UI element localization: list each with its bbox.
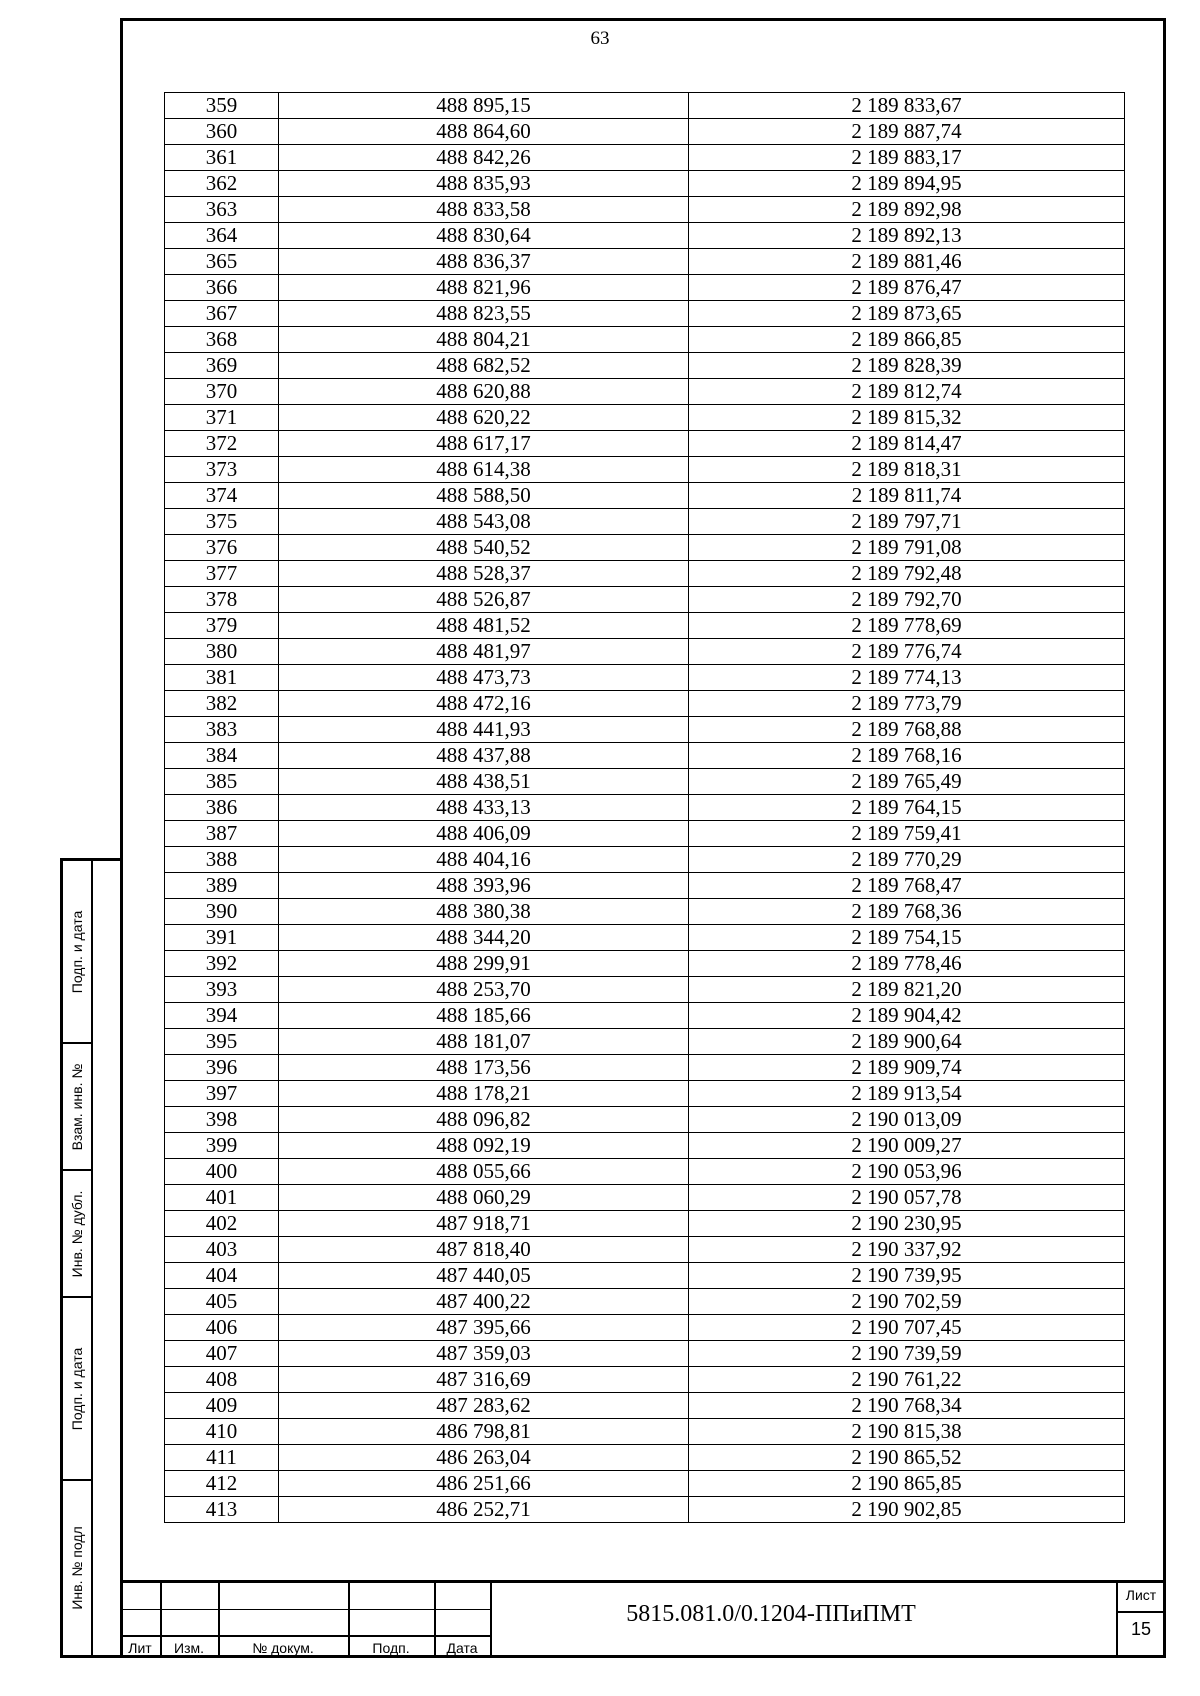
table-row bbox=[165, 743, 1125, 769]
point-number-cell: 385 bbox=[165, 769, 279, 795]
point-number-cell: 393 bbox=[165, 977, 279, 1003]
point-number-cell: 391 bbox=[165, 925, 279, 951]
y-coordinate-cell: 2 190 057,78 bbox=[689, 1185, 1125, 1211]
coordinates-table bbox=[164, 92, 1125, 1523]
x-coordinate-cell: 488 299,91 bbox=[279, 951, 689, 977]
y-coordinate-cell: 2 189 768,47 bbox=[689, 873, 1125, 899]
x-coordinate-cell: 488 092,19 bbox=[279, 1133, 689, 1159]
point-number-cell: 388 bbox=[165, 847, 279, 873]
label-doc-number: № докум. bbox=[252, 1640, 314, 1656]
x-coordinate-cell: 488 393,96 bbox=[279, 873, 689, 899]
point-number-cell: 396 bbox=[165, 1055, 279, 1081]
sheet-number: 15 bbox=[1130, 1619, 1152, 1639]
table-row bbox=[165, 951, 1125, 977]
y-coordinate-cell: 2 189 887,74 bbox=[689, 119, 1125, 145]
table-row bbox=[165, 1185, 1125, 1211]
x-coordinate-cell: 488 473,73 bbox=[279, 665, 689, 691]
table-row bbox=[165, 301, 1125, 327]
tb-row-line bbox=[1116, 1611, 1166, 1613]
table-row bbox=[165, 1159, 1125, 1185]
y-coordinate-cell: 2 190 865,52 bbox=[689, 1445, 1125, 1471]
table-row bbox=[165, 1315, 1125, 1341]
y-coordinate-cell: 2 189 866,85 bbox=[689, 327, 1125, 353]
point-number-cell: 359 bbox=[165, 93, 279, 119]
x-coordinate-cell: 486 798,81 bbox=[279, 1419, 689, 1445]
y-coordinate-cell: 2 189 883,17 bbox=[689, 145, 1125, 171]
table-row bbox=[165, 1133, 1125, 1159]
point-number-cell: 389 bbox=[165, 873, 279, 899]
point-number-cell: 382 bbox=[165, 691, 279, 717]
x-coordinate-cell: 488 438,51 bbox=[279, 769, 689, 795]
x-coordinate-cell: 487 440,05 bbox=[279, 1263, 689, 1289]
point-number-cell: 379 bbox=[165, 613, 279, 639]
table-row bbox=[165, 431, 1125, 457]
table-row bbox=[165, 1471, 1125, 1497]
point-number-cell: 375 bbox=[165, 509, 279, 535]
x-coordinate-cell: 486 252,71 bbox=[279, 1497, 689, 1523]
y-coordinate-cell: 2 189 811,74 bbox=[689, 483, 1125, 509]
table-row bbox=[165, 1445, 1125, 1471]
point-number-cell: 395 bbox=[165, 1029, 279, 1055]
table-row bbox=[165, 535, 1125, 561]
x-coordinate-cell: 488 253,70 bbox=[279, 977, 689, 1003]
point-number-cell: 363 bbox=[165, 197, 279, 223]
x-coordinate-cell: 488 895,15 bbox=[279, 93, 689, 119]
table-row bbox=[165, 587, 1125, 613]
point-number-cell: 370 bbox=[165, 379, 279, 405]
y-coordinate-cell: 2 189 894,95 bbox=[689, 171, 1125, 197]
x-coordinate-cell: 488 481,52 bbox=[279, 613, 689, 639]
coordinates-table-body bbox=[165, 93, 1125, 1523]
side-label-duplicate-inv: Инв. № дубл. bbox=[69, 1190, 85, 1277]
point-number-cell: 369 bbox=[165, 353, 279, 379]
y-coordinate-cell: 2 190 761,22 bbox=[689, 1367, 1125, 1393]
x-coordinate-cell: 488 821,96 bbox=[279, 275, 689, 301]
side-label-sign-date-1: Подп. и дата bbox=[69, 910, 85, 993]
table-row bbox=[165, 769, 1125, 795]
point-number-cell: 387 bbox=[165, 821, 279, 847]
x-coordinate-cell: 488 178,21 bbox=[279, 1081, 689, 1107]
x-coordinate-cell: 487 316,69 bbox=[279, 1367, 689, 1393]
point-number-cell: 399 bbox=[165, 1133, 279, 1159]
point-number-cell: 378 bbox=[165, 587, 279, 613]
x-coordinate-cell: 488 588,50 bbox=[279, 483, 689, 509]
point-number-cell: 410 bbox=[165, 1419, 279, 1445]
point-number-cell: 364 bbox=[165, 223, 279, 249]
point-number-cell: 397 bbox=[165, 1081, 279, 1107]
y-coordinate-cell: 2 189 768,88 bbox=[689, 717, 1125, 743]
x-coordinate-cell: 488 543,08 bbox=[279, 509, 689, 535]
table-row bbox=[165, 1237, 1125, 1263]
point-number-cell: 381 bbox=[165, 665, 279, 691]
y-coordinate-cell: 2 189 814,47 bbox=[689, 431, 1125, 457]
y-coordinate-cell: 2 189 821,20 bbox=[689, 977, 1125, 1003]
table-row bbox=[165, 405, 1125, 431]
table-row bbox=[165, 1367, 1125, 1393]
x-coordinate-cell: 488 864,60 bbox=[279, 119, 689, 145]
point-number-cell: 380 bbox=[165, 639, 279, 665]
point-number-cell: 367 bbox=[165, 301, 279, 327]
y-coordinate-cell: 2 189 792,70 bbox=[689, 587, 1125, 613]
y-coordinate-cell: 2 189 768,36 bbox=[689, 899, 1125, 925]
label-lit: Лит bbox=[128, 1640, 152, 1656]
x-coordinate-cell: 488 830,64 bbox=[279, 223, 689, 249]
sheet-label: Лист bbox=[1125, 1587, 1157, 1603]
x-coordinate-cell: 488 836,37 bbox=[279, 249, 689, 275]
x-coordinate-cell: 486 251,66 bbox=[279, 1471, 689, 1497]
x-coordinate-cell: 488 614,38 bbox=[279, 457, 689, 483]
x-coordinate-cell: 488 620,22 bbox=[279, 405, 689, 431]
y-coordinate-cell: 2 189 792,48 bbox=[689, 561, 1125, 587]
x-coordinate-cell: 488 404,16 bbox=[279, 847, 689, 873]
x-coordinate-cell: 486 263,04 bbox=[279, 1445, 689, 1471]
table-row bbox=[165, 483, 1125, 509]
y-coordinate-cell: 2 190 707,45 bbox=[689, 1315, 1125, 1341]
y-coordinate-cell: 2 189 778,46 bbox=[689, 951, 1125, 977]
y-coordinate-cell: 2 190 739,95 bbox=[689, 1263, 1125, 1289]
x-coordinate-cell: 488 540,52 bbox=[279, 535, 689, 561]
table-row bbox=[165, 847, 1125, 873]
x-coordinate-cell: 487 918,71 bbox=[279, 1211, 689, 1237]
point-number-cell: 405 bbox=[165, 1289, 279, 1315]
y-coordinate-cell: 2 189 815,32 bbox=[689, 405, 1125, 431]
table-row bbox=[165, 145, 1125, 171]
point-number-cell: 374 bbox=[165, 483, 279, 509]
y-coordinate-cell: 2 189 797,71 bbox=[689, 509, 1125, 535]
x-coordinate-cell: 487 359,03 bbox=[279, 1341, 689, 1367]
side-cell-original-inv bbox=[63, 1481, 91, 1655]
x-coordinate-cell: 488 185,66 bbox=[279, 1003, 689, 1029]
y-coordinate-cell: 2 189 909,74 bbox=[689, 1055, 1125, 1081]
x-coordinate-cell: 487 283,62 bbox=[279, 1393, 689, 1419]
table-row bbox=[165, 171, 1125, 197]
x-coordinate-cell: 488 173,56 bbox=[279, 1055, 689, 1081]
y-coordinate-cell: 2 189 776,74 bbox=[689, 639, 1125, 665]
table-row bbox=[165, 1263, 1125, 1289]
table-row bbox=[165, 379, 1125, 405]
x-coordinate-cell: 488 620,88 bbox=[279, 379, 689, 405]
table-row bbox=[165, 249, 1125, 275]
y-coordinate-cell: 2 189 873,65 bbox=[689, 301, 1125, 327]
point-number-cell: 376 bbox=[165, 535, 279, 561]
x-coordinate-cell: 488 835,93 bbox=[279, 171, 689, 197]
table-row bbox=[165, 1419, 1125, 1445]
table-row bbox=[165, 691, 1125, 717]
x-coordinate-cell: 488 441,93 bbox=[279, 717, 689, 743]
y-coordinate-cell: 2 189 828,39 bbox=[689, 353, 1125, 379]
table-row bbox=[165, 925, 1125, 951]
y-coordinate-cell: 2 189 818,31 bbox=[689, 457, 1125, 483]
side-stamp-strip bbox=[60, 858, 120, 1658]
table-row bbox=[165, 1003, 1125, 1029]
point-number-cell: 362 bbox=[165, 171, 279, 197]
table-row bbox=[165, 457, 1125, 483]
table-row bbox=[165, 795, 1125, 821]
y-coordinate-cell: 2 190 768,34 bbox=[689, 1393, 1125, 1419]
x-coordinate-cell: 488 617,17 bbox=[279, 431, 689, 457]
point-number-cell: 383 bbox=[165, 717, 279, 743]
y-coordinate-cell: 2 190 009,27 bbox=[689, 1133, 1125, 1159]
y-coordinate-cell: 2 189 764,15 bbox=[689, 795, 1125, 821]
y-coordinate-cell: 2 190 902,85 bbox=[689, 1497, 1125, 1523]
y-coordinate-cell: 2 189 833,67 bbox=[689, 93, 1125, 119]
y-coordinate-cell: 2 189 812,74 bbox=[689, 379, 1125, 405]
y-coordinate-cell: 2 189 892,13 bbox=[689, 223, 1125, 249]
x-coordinate-cell: 488 060,29 bbox=[279, 1185, 689, 1211]
point-number-cell: 373 bbox=[165, 457, 279, 483]
table-row bbox=[165, 613, 1125, 639]
point-number-cell: 404 bbox=[165, 1263, 279, 1289]
label-date: Дата bbox=[446, 1640, 478, 1656]
y-coordinate-cell: 2 190 053,96 bbox=[689, 1159, 1125, 1185]
side-label-replacement-inv: Взам. инв. № bbox=[69, 1063, 85, 1150]
point-number-cell: 409 bbox=[165, 1393, 279, 1419]
title-block bbox=[120, 1580, 1166, 1658]
point-number-cell: 386 bbox=[165, 795, 279, 821]
table-row bbox=[165, 717, 1125, 743]
point-number-cell: 401 bbox=[165, 1185, 279, 1211]
x-coordinate-cell: 488 181,07 bbox=[279, 1029, 689, 1055]
y-coordinate-cell: 2 190 230,95 bbox=[689, 1211, 1125, 1237]
x-coordinate-cell: 488 406,09 bbox=[279, 821, 689, 847]
tb-row-line bbox=[120, 1635, 490, 1637]
point-number-cell: 402 bbox=[165, 1211, 279, 1237]
table-row bbox=[165, 1497, 1125, 1523]
table-row bbox=[165, 1289, 1125, 1315]
point-number-cell: 412 bbox=[165, 1471, 279, 1497]
side-cell-replacement-inv bbox=[63, 1044, 91, 1171]
point-number-cell: 411 bbox=[165, 1445, 279, 1471]
table-row bbox=[165, 1029, 1125, 1055]
y-coordinate-cell: 2 189 759,41 bbox=[689, 821, 1125, 847]
y-coordinate-cell: 2 190 815,38 bbox=[689, 1419, 1125, 1445]
point-number-cell: 413 bbox=[165, 1497, 279, 1523]
y-coordinate-cell: 2 189 900,64 bbox=[689, 1029, 1125, 1055]
x-coordinate-cell: 488 528,37 bbox=[279, 561, 689, 587]
y-coordinate-cell: 2 189 774,13 bbox=[689, 665, 1125, 691]
y-coordinate-cell: 2 189 881,46 bbox=[689, 249, 1125, 275]
y-coordinate-cell: 2 189 913,54 bbox=[689, 1081, 1125, 1107]
table-row bbox=[165, 275, 1125, 301]
page-number: 63 bbox=[590, 28, 610, 49]
x-coordinate-cell: 488 433,13 bbox=[279, 795, 689, 821]
y-coordinate-cell: 2 189 773,79 bbox=[689, 691, 1125, 717]
table-row bbox=[165, 93, 1125, 119]
table-row bbox=[165, 665, 1125, 691]
y-coordinate-cell: 2 189 791,08 bbox=[689, 535, 1125, 561]
table-row bbox=[165, 1107, 1125, 1133]
table-row bbox=[165, 119, 1125, 145]
point-number-cell: 394 bbox=[165, 1003, 279, 1029]
x-coordinate-cell: 488 096,82 bbox=[279, 1107, 689, 1133]
x-coordinate-cell: 487 818,40 bbox=[279, 1237, 689, 1263]
point-number-cell: 365 bbox=[165, 249, 279, 275]
side-cell-sign-date-2 bbox=[63, 1298, 91, 1481]
y-coordinate-cell: 2 189 768,16 bbox=[689, 743, 1125, 769]
table-row bbox=[165, 1081, 1125, 1107]
table-row bbox=[165, 561, 1125, 587]
x-coordinate-cell: 488 481,97 bbox=[279, 639, 689, 665]
x-coordinate-cell: 488 804,21 bbox=[279, 327, 689, 353]
point-number-cell: 407 bbox=[165, 1341, 279, 1367]
table-row bbox=[165, 977, 1125, 1003]
table-row bbox=[165, 899, 1125, 925]
point-number-cell: 368 bbox=[165, 327, 279, 353]
side-cell-sign-date-1 bbox=[63, 861, 91, 1044]
point-number-cell: 390 bbox=[165, 899, 279, 925]
document-code: 5815.081.0/0.1204-ППиПМТ bbox=[626, 1601, 916, 1627]
label-izm: Изм. bbox=[174, 1640, 204, 1656]
x-coordinate-cell: 488 833,58 bbox=[279, 197, 689, 223]
x-coordinate-cell: 488 823,55 bbox=[279, 301, 689, 327]
y-coordinate-cell: 2 189 904,42 bbox=[689, 1003, 1125, 1029]
y-coordinate-cell: 2 190 865,85 bbox=[689, 1471, 1125, 1497]
y-coordinate-cell: 2 190 702,59 bbox=[689, 1289, 1125, 1315]
table-row bbox=[165, 223, 1125, 249]
point-number-cell: 398 bbox=[165, 1107, 279, 1133]
x-coordinate-cell: 487 400,22 bbox=[279, 1289, 689, 1315]
y-coordinate-cell: 2 189 876,47 bbox=[689, 275, 1125, 301]
point-number-cell: 371 bbox=[165, 405, 279, 431]
point-number-cell: 377 bbox=[165, 561, 279, 587]
label-signature: Подп. bbox=[372, 1640, 410, 1656]
x-coordinate-cell: 488 526,87 bbox=[279, 587, 689, 613]
x-coordinate-cell: 488 842,26 bbox=[279, 145, 689, 171]
point-number-cell: 392 bbox=[165, 951, 279, 977]
x-coordinate-cell: 488 344,20 bbox=[279, 925, 689, 951]
y-coordinate-cell: 2 190 337,92 bbox=[689, 1237, 1125, 1263]
x-coordinate-cell: 488 472,16 bbox=[279, 691, 689, 717]
y-coordinate-cell: 2 190 739,59 bbox=[689, 1341, 1125, 1367]
tb-row-line bbox=[120, 1609, 490, 1610]
table-row bbox=[165, 821, 1125, 847]
side-strip-divider bbox=[91, 861, 93, 1655]
y-coordinate-cell: 2 189 765,49 bbox=[689, 769, 1125, 795]
point-number-cell: 361 bbox=[165, 145, 279, 171]
x-coordinate-cell: 488 437,88 bbox=[279, 743, 689, 769]
point-number-cell: 366 bbox=[165, 275, 279, 301]
y-coordinate-cell: 2 190 013,09 bbox=[689, 1107, 1125, 1133]
table-row bbox=[165, 1341, 1125, 1367]
x-coordinate-cell: 488 682,52 bbox=[279, 353, 689, 379]
x-coordinate-cell: 488 380,38 bbox=[279, 899, 689, 925]
table-row bbox=[165, 1211, 1125, 1237]
point-number-cell: 360 bbox=[165, 119, 279, 145]
side-label-original-inv: Инв. № подл bbox=[69, 1526, 85, 1610]
table-row bbox=[165, 1393, 1125, 1419]
table-row bbox=[165, 327, 1125, 353]
table-row bbox=[165, 353, 1125, 379]
table-row bbox=[165, 1055, 1125, 1081]
y-coordinate-cell: 2 189 770,29 bbox=[689, 847, 1125, 873]
table-row bbox=[165, 639, 1125, 665]
x-coordinate-cell: 488 055,66 bbox=[279, 1159, 689, 1185]
point-number-cell: 406 bbox=[165, 1315, 279, 1341]
point-number-cell: 384 bbox=[165, 743, 279, 769]
point-number-cell: 400 bbox=[165, 1159, 279, 1185]
point-number-cell: 403 bbox=[165, 1237, 279, 1263]
y-coordinate-cell: 2 189 778,69 bbox=[689, 613, 1125, 639]
y-coordinate-cell: 2 189 754,15 bbox=[689, 925, 1125, 951]
side-label-sign-date-2: Подп. и дата bbox=[69, 1347, 85, 1430]
x-coordinate-cell: 487 395,66 bbox=[279, 1315, 689, 1341]
table-row bbox=[165, 509, 1125, 535]
y-coordinate-cell: 2 189 892,98 bbox=[689, 197, 1125, 223]
table-row bbox=[165, 197, 1125, 223]
side-cell-duplicate-inv bbox=[63, 1171, 91, 1298]
point-number-cell: 408 bbox=[165, 1367, 279, 1393]
table-row bbox=[165, 873, 1125, 899]
point-number-cell: 372 bbox=[165, 431, 279, 457]
